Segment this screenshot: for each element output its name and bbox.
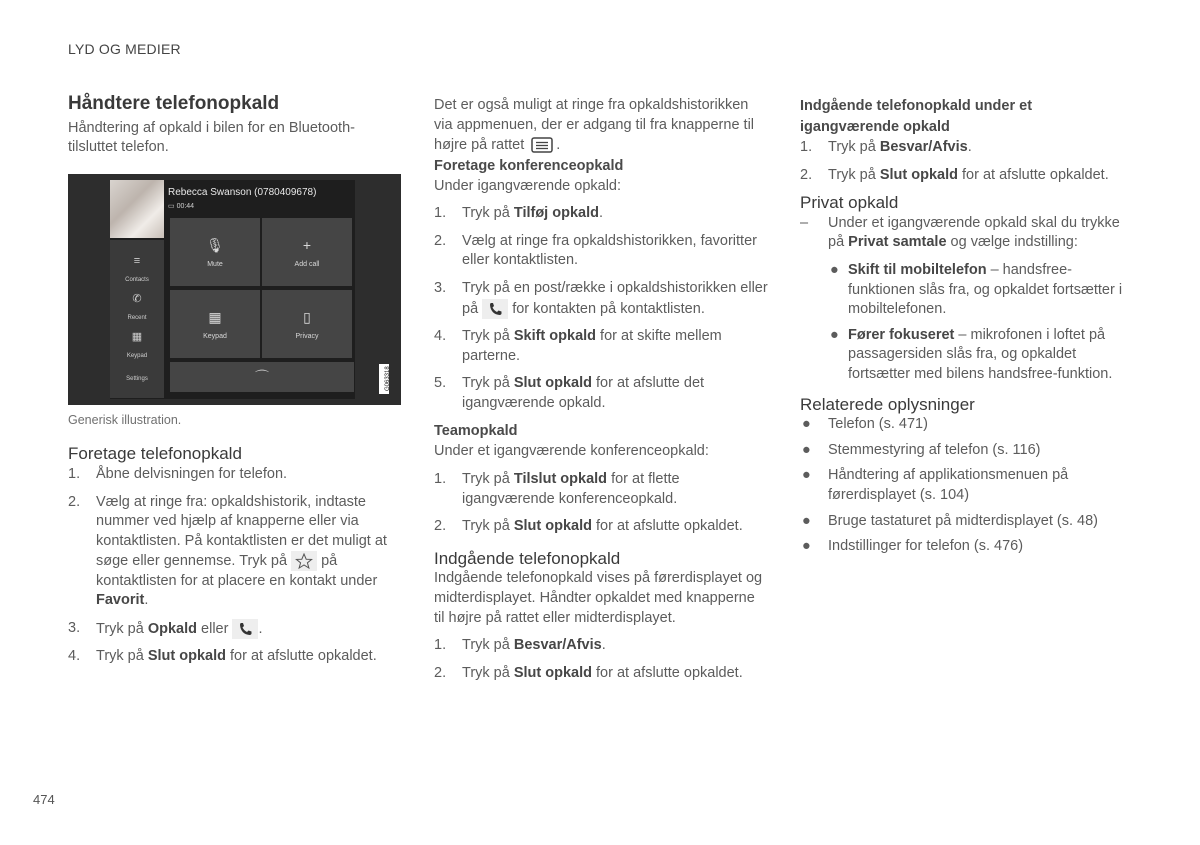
list-item: 3. Tryk på en post/række i opkaldshistorikken eller på for kontakten på kontaktlisten. [434, 279, 769, 319]
private-call-list [800, 214, 1135, 385]
mute-tile: 🎙 Mute [170, 218, 260, 286]
star-icon [291, 551, 317, 571]
list-item: ● Fører fokuseret – mikrofonen i loftet på passagersiden slås fra, og opkaldet fortsætter med bilens handsfree-funktion. [830, 326, 1113, 382]
list-item: 3. Tryk på Opkald eller . [68, 619, 400, 639]
related-link[interactable]: ● Telefon (s. 471) [802, 416, 928, 433]
keypad-icon: ▦ [208, 308, 222, 325]
list-item: 1. Tryk på Besvar/Afvis. [800, 139, 972, 155]
during-call-title: Indgående telefonopkald under et igangværende opkald [800, 98, 1033, 135]
keypad-tile: ▦ Keypad [170, 290, 260, 358]
related-list [800, 415, 1135, 557]
end-call-bar [170, 362, 354, 392]
hang-up-icon: ⌒ [255, 368, 269, 385]
page-number: 474 [33, 792, 55, 807]
list-item: 1. Tryk på Besvar/Afvis. [434, 637, 606, 654]
add-call-tile: + Add call [262, 218, 352, 286]
incoming-intro: Indgående telefonopkald vises på førerdisplayet og midterdisplayet. Håndter opkaldet med knapperne til højre på rattet eller midterdisplayet. [434, 570, 763, 626]
subsection-title: Foretage telefonopkald [68, 444, 242, 464]
steps-list [68, 465, 400, 667]
related-link[interactable]: ● Bruge tastaturet på midterdisplayet (s. 48) [802, 512, 1098, 529]
incoming-steps [434, 636, 769, 683]
section-title: Håndtere telefonopkald [68, 93, 280, 114]
related-link[interactable]: ● Håndtering af applikationsmenuen på førerdisplayet (s. 104) [802, 467, 1069, 503]
during-call-steps [800, 138, 1135, 185]
call-duration: ▭ 00:44 [168, 202, 195, 210]
list-item: 2. Tryk på Slut opkald for at afslutte opkaldet. [434, 518, 743, 535]
related-link[interactable]: ● Indstillinger for telefon (s. 476) [802, 538, 1024, 555]
list-item: 4. Tryk på Slut opkald for at afslutte opkaldet. [68, 648, 377, 665]
private-options [828, 261, 1135, 385]
incoming-title: Indgående telefonopkald [434, 548, 621, 568]
column-1 [68, 94, 400, 675]
team-call-intro: Under et igangværende konferenceopkald: [434, 443, 709, 460]
phone-icon [232, 619, 258, 639]
caller-name: Rebecca Swanson (0780409678) [168, 186, 317, 198]
running-header: LYD OG MEDIER [68, 41, 181, 57]
team-call-steps [434, 470, 769, 537]
conference-intro: Under igangværende opkald: [434, 177, 622, 194]
phone-device-icon: ▯ [303, 308, 311, 325]
appmenu-text: Det er også muligt at ringe fra opkaldshistorikken via appmenuen, der er adgang til fra knapperne til højre på rattet . [434, 96, 769, 156]
intro-text: Håndtering af opkald i bilen for en Bluetooth-tilsluttet telefon. [68, 119, 355, 156]
list-item: 1. Åbne delvisningen for telefon. [68, 465, 288, 482]
privacy-tile: ▯ Privacy [262, 290, 352, 358]
phone-screen-illustration [68, 174, 401, 405]
microphone-icon: 🎙 [206, 236, 224, 253]
phone-icon [482, 299, 508, 319]
list-item: 2. Tryk på Slut opkald for at afslutte opkaldet. [434, 664, 743, 681]
related-title: Relaterede oplysninger [800, 394, 975, 414]
list-item: – Under et igangværende opkald skal du trykke på Privat samtale og vælge indstilling: ● Skift til mobiltelefon – handsfree-funktionen slås fra, og opkaldet fortsætter i mobiltelefonen. ● Fører fokuseret – mikrofonen i loftet på passagersiden slås fra, og opkaldet fortsætter med bilens handsfree-funktion. [800, 214, 1135, 385]
private-call-title: Privat opkald [800, 193, 899, 213]
team-call-title: Teamopkald [434, 423, 518, 440]
app-menu-icon [528, 135, 556, 155]
conference-steps [434, 204, 769, 413]
column-2 [434, 96, 769, 691]
plus-icon: + [302, 236, 312, 253]
caller-avatar [110, 180, 164, 238]
column-3 [800, 96, 1135, 563]
list-item: 2. Vælg at ringe fra: opkaldshistorik, indtaste nummer ved hjælp af knapperne eller via kontaktlisten. På kontaktlisten er det muligt at søge eller gennemse. Tryk på på kontaktlisten for at placere en kontakt under Favorit. [68, 493, 387, 609]
image-caption: Generisk illustration. [68, 412, 182, 427]
list-item: ● Skift til mobiltelefon – handsfree-funktionen slås fra, og opkaldet fortsætter i mobiltelefonen. [830, 261, 1123, 318]
list-item: 5. Tryk på Slut opkald for at afslutte det igangværende opkald. [434, 375, 705, 411]
screen-sidebar: ≡ Contacts ✆ Recent ▦ Keypad Settings [110, 240, 164, 398]
list-item: 1. Tryk på Tilslut opkald for at flette igangværende konferenceopkald. [434, 470, 680, 507]
conference-title: Foretage konferenceopkald [434, 157, 624, 174]
list-item: 2. Tryk på Slut opkald for at afslutte opkaldet. [800, 166, 1109, 183]
list-item: 1. Tryk på Tilføj opkald. [434, 205, 603, 222]
related-link[interactable]: ● Stemmestyring af telefon (s. 116) [802, 441, 1041, 458]
image-code: G063318 [379, 364, 389, 394]
list-item: 4. Tryk på Skift opkald for at skifte mellem parterne. [434, 328, 722, 364]
list-item: 2. Vælg at ringe fra opkaldshistorikken, favoritter eller kontaktlisten. [434, 232, 757, 269]
